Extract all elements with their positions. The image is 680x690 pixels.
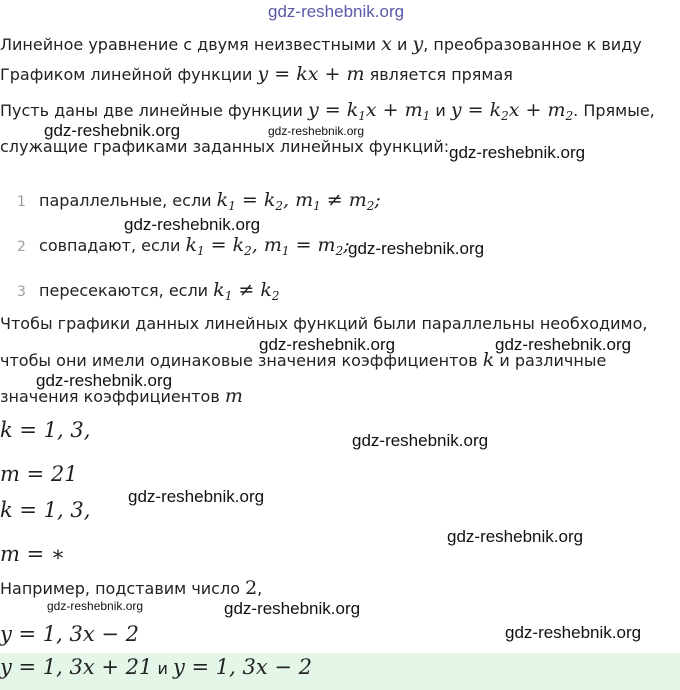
watermark: gdz-reshebnik.org — [447, 527, 584, 546]
math-function-1: $y = k_1x + m_1$ — [308, 99, 431, 123]
watermark: gdz-reshebnik.org — [348, 239, 485, 258]
equation-example: y = 1, 3x − 2 — [0, 622, 140, 646]
final-answer — [0, 657, 312, 679]
text: является прямая — [369, 65, 513, 84]
text: Чтобы графики данных линейных функций были параллельны необходимо, — [0, 314, 648, 333]
watermark: gdz-reshebnik.org — [44, 121, 181, 140]
text: , — [257, 579, 263, 598]
math-intersect-condition: $k_1 \ne k_2$ — [213, 279, 280, 303]
text: и — [157, 659, 168, 678]
text: и различные — [499, 351, 607, 370]
math-y: y — [412, 33, 424, 55]
watermark: gdz-reshebnik.org — [259, 335, 396, 354]
watermark: gdz-reshebnik.org — [352, 431, 489, 450]
text: Пусть даны две линейные функции — [0, 101, 303, 120]
text: , преобразованное к виду — [423, 35, 642, 54]
watermark: gdz-reshebnik.org — [47, 599, 144, 613]
math-k: k — [482, 349, 495, 371]
watermark: gdz-reshebnik.org — [505, 623, 642, 642]
text: и — [435, 101, 446, 120]
watermark: gdz-reshebnik.org — [36, 371, 173, 390]
text: . Прямые, — [573, 101, 655, 120]
math-parallel-condition: $k_1 = k_2$, $m_1 \ne m_2$; — [216, 189, 381, 213]
watermark: gdz-reshebnik.org — [128, 487, 265, 506]
watermark: gdz-reshebnik.org — [268, 124, 365, 138]
equation-m-2: m = ∗ — [0, 542, 66, 566]
equation-k-2: k = 1, 3, — [0, 498, 91, 522]
math-m: m — [224, 385, 243, 407]
intro-line-4 — [0, 137, 449, 157]
text: чтобы они имели одинаковые значения коэффициентов — [0, 351, 478, 370]
list-text: параллельные, если — [39, 191, 212, 210]
list-item — [17, 190, 381, 216]
watermark: gdz-reshebnik.org — [124, 215, 261, 234]
math-coincide-condition: $k_1 = k_2$, $m_1 = m_2$; — [185, 234, 350, 258]
list-number: 2 — [17, 239, 26, 255]
watermark: gdz-reshebnik.org — [495, 335, 632, 354]
intro-line-1 — [0, 34, 642, 55]
text: служащие графиками заданных линейных функций: — [0, 137, 450, 156]
watermark: gdz-reshebnik.org — [224, 599, 361, 618]
equation-m-1: m = 21 — [0, 462, 78, 486]
paragraph-line-2 — [0, 350, 606, 371]
text: Линейное уравнение с двумя неизвестными — [0, 35, 377, 54]
text: Графиком линейной функции — [0, 65, 253, 84]
math-answer-2: y = 1, 3x − 2 — [173, 655, 313, 679]
intro-line-2 — [0, 64, 513, 85]
list-number: 1 — [17, 194, 26, 210]
paragraph-line-1 — [0, 314, 647, 334]
list-text: совпадают, если — [39, 236, 181, 255]
math-x: x — [381, 33, 392, 55]
math-number: 2 — [245, 577, 258, 599]
list-number: 3 — [17, 284, 26, 300]
math-linear-function: y = kx + m — [257, 63, 365, 85]
text: значения коэффициентов — [0, 387, 220, 406]
example-line — [0, 578, 262, 599]
list-text: пересекаются, если — [39, 281, 209, 300]
intro-line-3 — [0, 100, 655, 126]
text: и — [396, 35, 408, 54]
list-item — [17, 280, 279, 306]
math-function-2: $y = k_2x + m_2$ — [450, 99, 574, 123]
list-item — [17, 235, 350, 261]
equation-k-1: k = 1, 3, — [0, 418, 91, 442]
math-answer-1: y = 1, 3x + 21 — [0, 655, 153, 679]
watermark: gdz-reshebnik.org — [449, 143, 586, 162]
watermark-top: gdz-reshebnik.org — [268, 2, 405, 21]
text: Например, подставим число — [0, 579, 240, 598]
paragraph-line-3 — [0, 386, 243, 407]
